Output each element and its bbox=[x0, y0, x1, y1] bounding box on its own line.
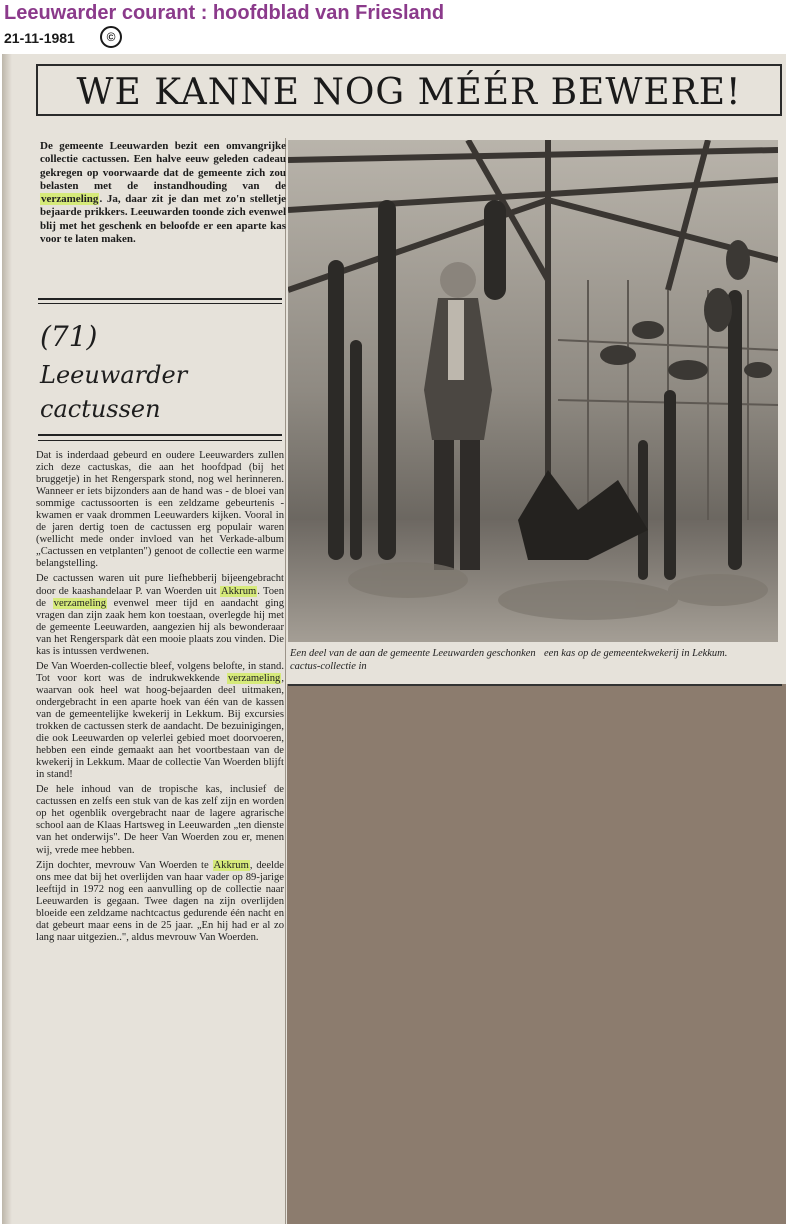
search-highlight: Akkrum bbox=[220, 585, 257, 597]
copyright-icon[interactable]: © bbox=[100, 26, 122, 48]
article-paragraph: De Van Woerden-collectie bleef, volgens belofte, in stand. Tot voor kort was de indrukwekkende verzameling, waarvan ook heel wat hoog-bejaarden deel uitmaken, ondergebracht in een aparte hoek van één van de kassen van de gemeentelijke kwekerij in Lekkum. Bij excursies trokken de cactussen sterk de aandacht. De bezuinigingen, die ook Leeuwarden op velerlei gebied moet doorvoeren, hebben een einde gemaakt aan het voortbestaan van de kwekerij in Lekkum. Maar de collectie Van Woerden blijft in stand! bbox=[36, 660, 284, 781]
article-paragraph: Dat is inderdaad gebeurd en oudere Leeuwarders zullen zich deze cactuskas, die aan het hoofdpad (bij het bruggetje) in het Rengerspark stond, nog wel herinneren. Wanneer er iets bijzonders aan de hand was - de bloei van sommige cactussoorten is een zeldzame gebeurtenis - kwamen er vaak drommen Leeuwarders kijken. Vooral in de jaren dertig toen de cactussen erg populair waren (wellicht mede onder invloed van het Verkade-album „Cactussen en vetplanten") genoot de collectie een warme belangstelling. bbox=[36, 450, 284, 570]
empty-clipping-area bbox=[287, 684, 786, 1224]
column-divider bbox=[285, 138, 286, 1224]
clipping-edge-shadow bbox=[2, 54, 12, 1224]
article-lead bbox=[40, 140, 286, 246]
headline-frame bbox=[36, 64, 782, 116]
article-paragraph: Zijn dochter, mevrouw Van Woerden te Akkrum, deelde ons mee dat bij het overlijden van haar vader op 89-jarige leeftijd in 1972 nog een aanvulling op de collectie naar Leeuwarden is gegaan. Twee dagen na zijn overlijden bloeide een zeldzame nachtcactus gedurende één nacht en dat gebeurt maar eens in de 25 jaar. „En hij had er al zo lang naar uitgezien..", aldus mevrouw Van Woerden. bbox=[36, 859, 284, 943]
publication-header bbox=[4, 0, 784, 52]
search-highlight: verzameling bbox=[227, 672, 281, 684]
section-rule-top-thin bbox=[38, 303, 282, 304]
caption-rule bbox=[288, 684, 782, 686]
article-paragraph: De hele inhoud van de tropische kas, inclusief de cactussen en zelfs een stuk van de kas zelf zijn en worden op het ogenblik overgebracht naar de lagere agrarische school aan de Klaas Hartsweg in Leeuwarden „ten dienste van het onderwijs". De heer Van Woerden zou er, menen wij, vrede mee hebben. bbox=[36, 784, 284, 856]
section-rule-bottom bbox=[38, 434, 282, 436]
lead-text-part-1: De gemeente Leeuwarden bezit een omvangrijke collectie cactussen. Een halve eeuw geleden cadeau gekregen op voorwaarde dat de gemeente zich zou belasten met de instandhouding van de bbox=[40, 140, 286, 192]
search-highlight: verzameling bbox=[41, 193, 99, 206]
section-rule-bottom-thin bbox=[38, 440, 282, 441]
section-rule-top bbox=[38, 298, 282, 300]
photo-caption-left: Een deel van de aan de gemeente Leeuwarden geschonken cactus-collectie in bbox=[290, 648, 536, 672]
search-highlight: Akkrum bbox=[213, 859, 249, 871]
article-body bbox=[36, 450, 284, 947]
greenhouse-photo-illustration bbox=[288, 140, 778, 642]
series-number: (71) bbox=[40, 320, 98, 353]
article-paragraph: De cactussen waren uit pure liefhebberij bijeengebracht door de kaashandelaar P. van Woerden uit Akkrum. Toen de verzameling evenwel meer tijd en aandacht ging vragen dan zijn zaak hem kon toestaan, overlegde hij met de gemeente Leeuwarden, aangezien hij als bewonderaar van het Rengerspark dàt een mooie plaats zou vinden. Die kas is intussen verdwenen. bbox=[36, 573, 285, 657]
article-photo bbox=[288, 140, 778, 642]
photo-caption-right: een kas op de gemeentekwekerij in Lekkum. bbox=[544, 648, 728, 659]
publication-date: 21-11-1981 bbox=[4, 30, 75, 46]
series-title: Leeuwarder cactussen bbox=[40, 361, 188, 423]
publication-title: Leeuwarder courant : hoofdblad van Friesland bbox=[4, 2, 445, 24]
lead-text-part-2: . Ja, daar zit je dan met zo'n stelletje bejaarde prikkers. Leeuwarden toonde zich evenwel blij met het geschenk en beloofde er een aparte kas voor te laten maken. bbox=[40, 193, 286, 246]
newspaper-clipping bbox=[2, 54, 786, 1224]
search-highlight: verzameling bbox=[53, 597, 107, 609]
article-headline: WE KANNE NOG MÉÉR BEWERE! bbox=[76, 72, 742, 113]
